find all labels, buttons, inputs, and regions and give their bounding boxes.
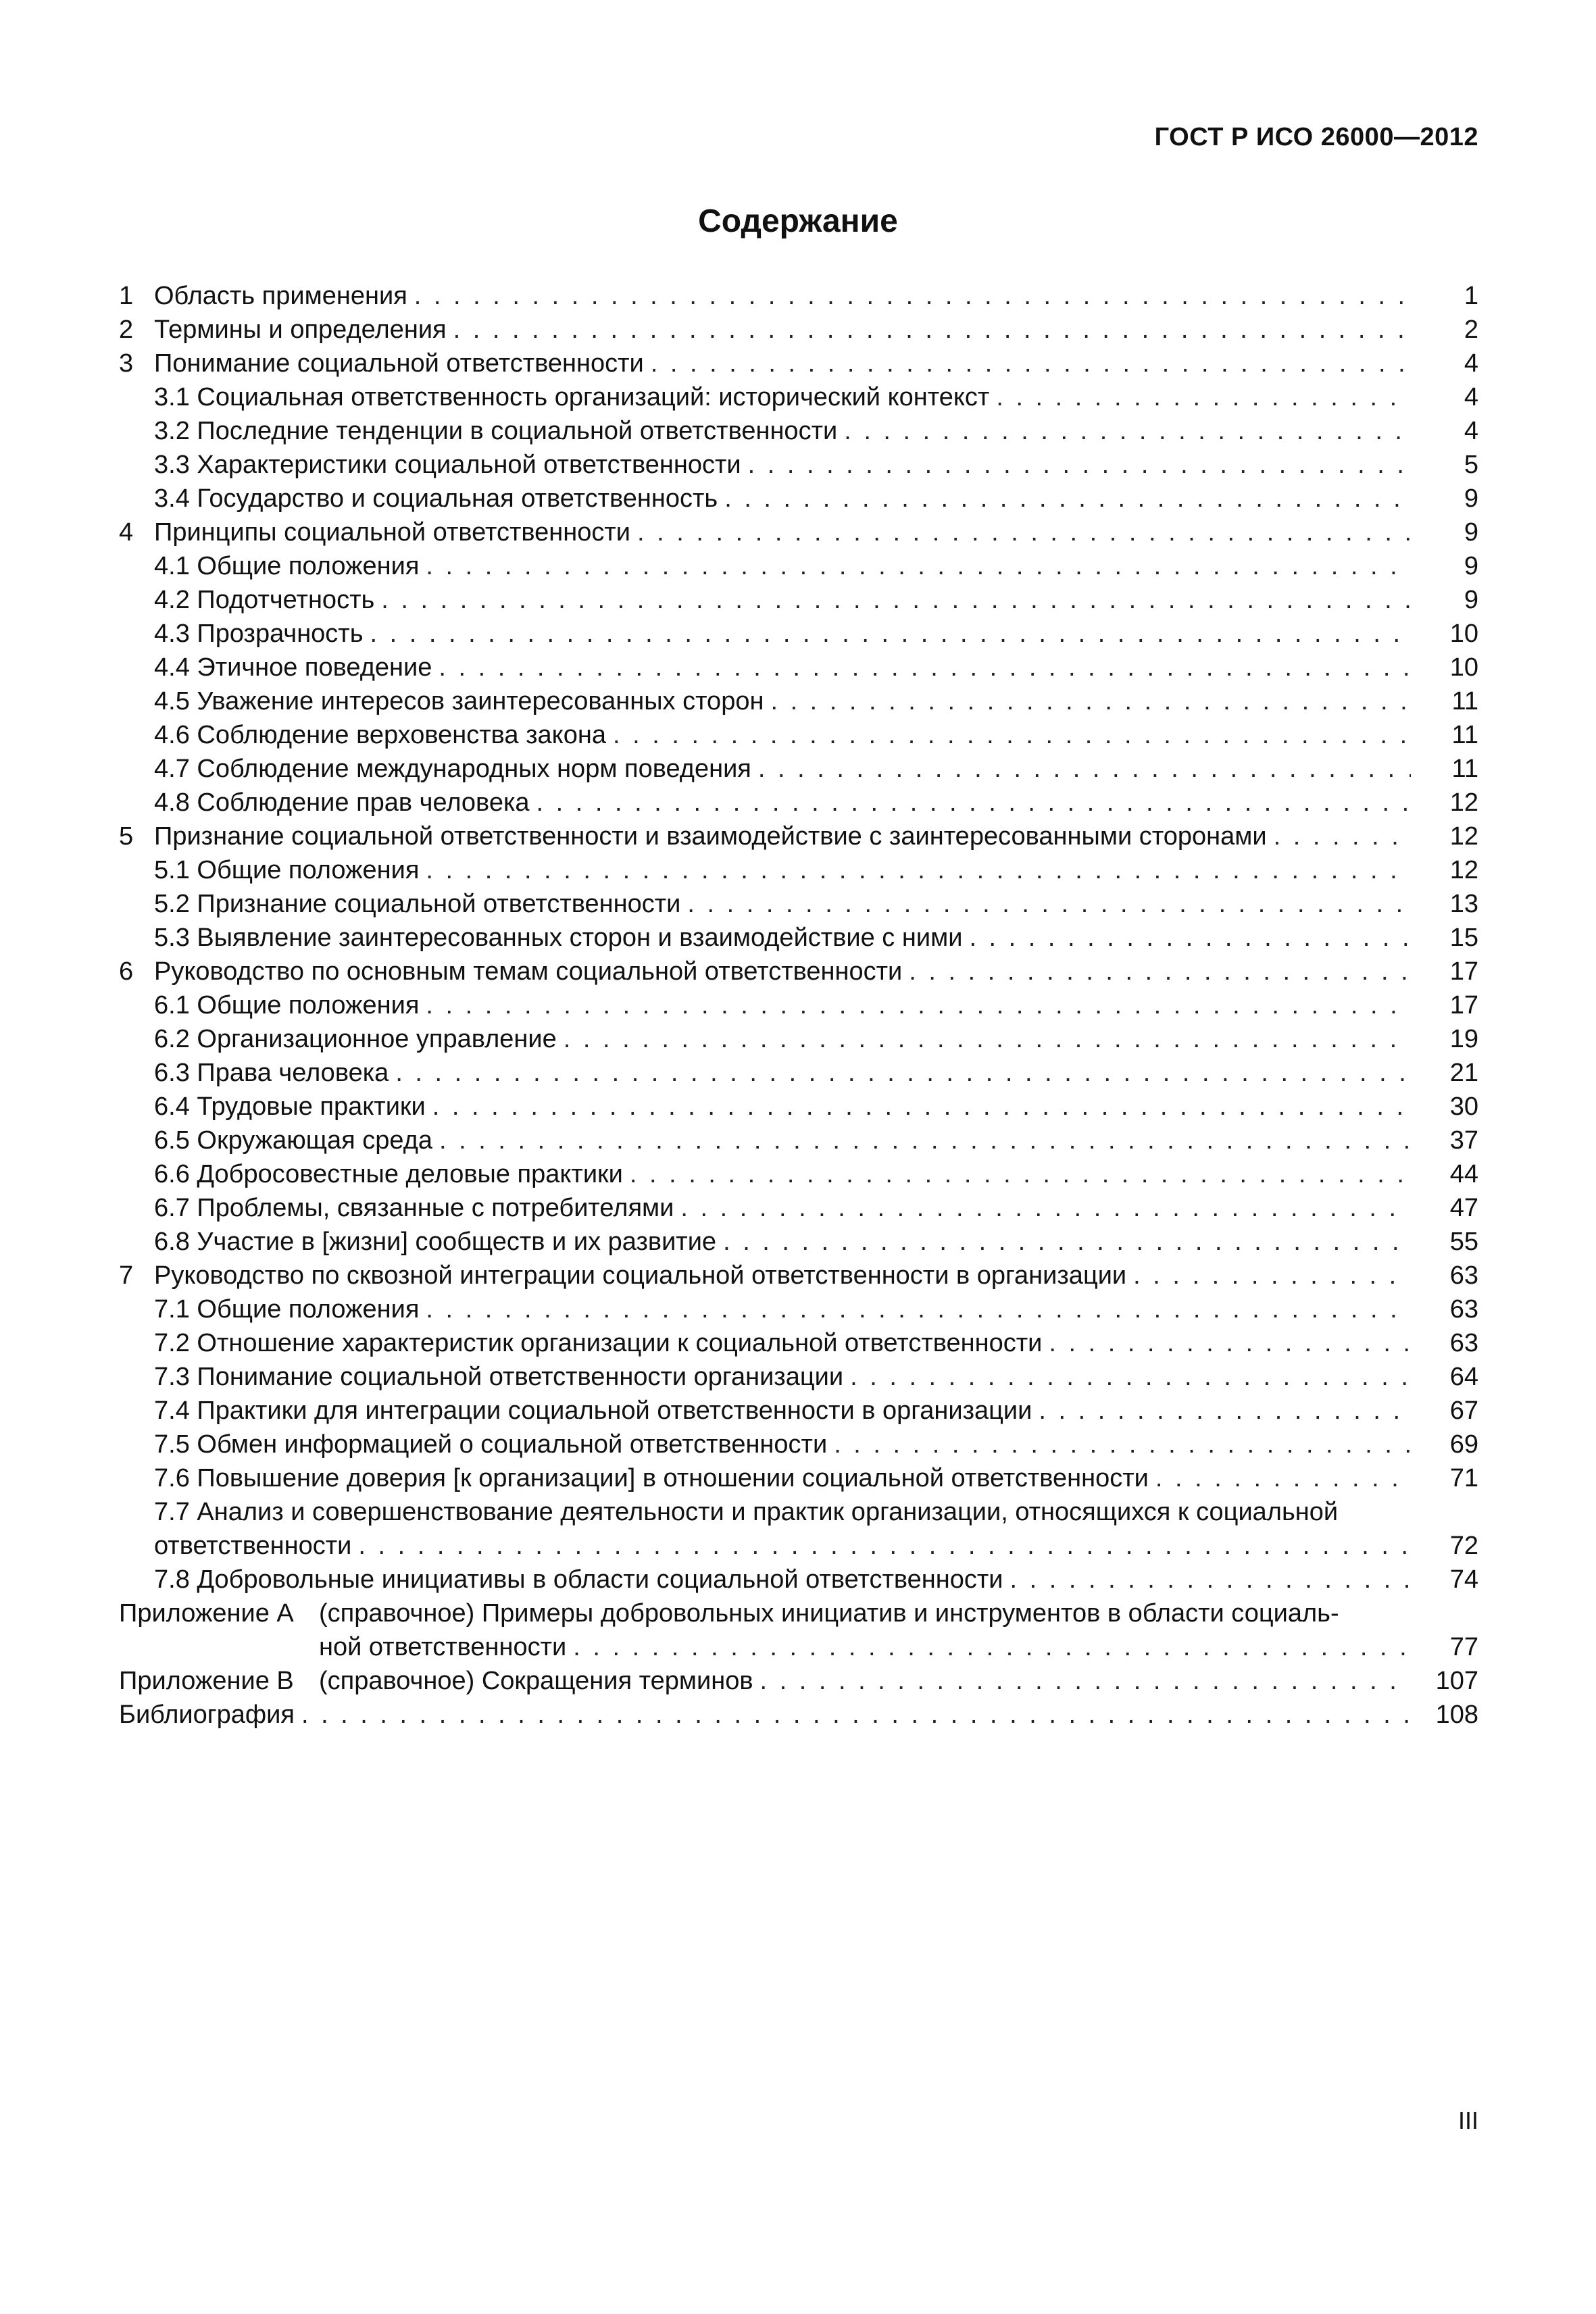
toc-leader-dots xyxy=(758,755,1411,784)
toc-entry-label: 4.5 Уважение интересов заинтересованных сторон xyxy=(154,687,764,715)
toc-entry-label: (справочное) Сокращения терминов xyxy=(319,1667,753,1695)
toc-entry-label: 3.2 Последние тенденции в социальной ответственности xyxy=(154,417,838,445)
toc-entry[interactable] xyxy=(119,784,1478,818)
toc-entry[interactable] xyxy=(119,716,1478,750)
toc-leader-dots xyxy=(687,890,1411,919)
toc-entry-label: 4.8 Соблюдение прав человека xyxy=(154,788,530,817)
toc-entry[interactable] xyxy=(119,1426,1478,1459)
toc-entry[interactable] xyxy=(119,953,1478,986)
toc-entry[interactable] xyxy=(119,682,1478,716)
toc-leader-dots xyxy=(680,1194,1411,1223)
toc-entry-page: 71 xyxy=(1449,1464,1478,1492)
toc-leader-dots xyxy=(1010,1565,1412,1594)
toc-entry[interactable] xyxy=(119,1257,1478,1290)
toc-entry[interactable] xyxy=(119,547,1478,581)
toc-leader-dots xyxy=(613,721,1411,750)
toc-entry-page: 9 xyxy=(1464,518,1478,547)
toc-entry-label: 7.3 Понимание социальной ответственности организации xyxy=(154,1363,844,1391)
toc-entry-page: 21 xyxy=(1449,1059,1478,1087)
toc-entry[interactable] xyxy=(119,1662,1478,1696)
toc-entry[interactable] xyxy=(119,1493,1478,1527)
toc-entry[interactable] xyxy=(119,919,1478,953)
toc-entry-page: 4 xyxy=(1464,349,1478,378)
toc-entry[interactable] xyxy=(119,885,1478,919)
toc-leader-dots xyxy=(1133,1261,1411,1290)
toc-leader-dots xyxy=(630,1160,1411,1189)
toc-entry[interactable] xyxy=(119,277,1478,311)
toc-entry[interactable] xyxy=(119,1324,1478,1358)
toc-entry-label: 4.1 Общие положения xyxy=(154,552,420,580)
toc-leader-dots xyxy=(573,1633,1411,1662)
toc-entry-page: 5 xyxy=(1464,451,1478,479)
toc-leader-dots xyxy=(1039,1397,1411,1426)
toc-entry-label: 7.7 Анализ и совершенствование деятельности и практик организации, относящихся к социальной xyxy=(154,1498,1339,1526)
toc-leader-dots xyxy=(844,417,1411,446)
toc-leader-dots xyxy=(537,788,1411,818)
toc-entry-label: 7.5 Обмен информацией о социальной ответственности xyxy=(154,1430,828,1459)
toc-entry-label: Руководство по основным темам социальной ответственности xyxy=(154,957,903,986)
toc-leader-dots xyxy=(969,924,1411,953)
toc-leader-dots xyxy=(426,856,1411,885)
toc-entry-number: 6 xyxy=(119,957,134,986)
toc-entry[interactable] xyxy=(119,1189,1478,1223)
toc-entry[interactable] xyxy=(119,1561,1478,1594)
toc-entry-label: Библиография xyxy=(119,1701,295,1729)
toc-leader-dots xyxy=(770,687,1411,716)
toc-entry-page: 2 xyxy=(1464,316,1478,344)
toc-leader-dots xyxy=(564,1025,1411,1054)
toc-entry-label: 4.7 Соблюдение международных норм поведения xyxy=(154,755,751,783)
toc-entry-number: 1 xyxy=(119,282,134,310)
toc-entry-page: 4 xyxy=(1464,383,1478,411)
toc-entry[interactable] xyxy=(119,581,1478,615)
toc-entry-label: 6.7 Проблемы, связанные с потребителями xyxy=(154,1194,674,1222)
toc-entry-label: 7.8 Добровольные инициативы в области социальной ответственности xyxy=(154,1565,1003,1594)
toc-entry-label: 4.4 Этичное поведение xyxy=(154,653,432,682)
toc-leader-dots xyxy=(395,1059,1411,1088)
toc-entry-label: 7.2 Отношение характеристик организации к социальной ответственности xyxy=(154,1329,1043,1357)
toc-entry-page: 17 xyxy=(1449,957,1478,986)
toc-leader-dots xyxy=(453,316,1411,345)
toc-leader-dots xyxy=(426,1295,1411,1324)
table-of-contents xyxy=(119,277,1478,1730)
toc-entry-label: 6.5 Окружающая среда xyxy=(154,1126,433,1155)
toc-leader-dots xyxy=(834,1430,1411,1459)
toc-entry-prefix: Приложение В xyxy=(119,1667,294,1695)
toc-leader-dots xyxy=(426,991,1411,1020)
page-number: III xyxy=(1457,2107,1478,2134)
toc-entry-label: 7.6 Повышение доверия [к организации] в отношении социальной ответственности xyxy=(154,1464,1149,1492)
toc-leader-dots xyxy=(1274,822,1411,851)
toc-entry[interactable] xyxy=(119,750,1478,784)
toc-entry-page: 108 xyxy=(1435,1701,1478,1729)
toc-entry-page: 74 xyxy=(1449,1565,1478,1594)
toc-entry-label: 4.3 Прозрачность xyxy=(154,620,364,648)
toc-entry[interactable] xyxy=(119,1122,1478,1155)
toc-leader-dots xyxy=(370,620,1411,649)
toc-entry-page: 47 xyxy=(1449,1194,1478,1222)
toc-leader-dots xyxy=(439,1126,1411,1155)
toc-entry-label: 3.1 Социальная ответственность организаций: исторический контекст xyxy=(154,383,990,411)
toc-entry-page: 55 xyxy=(1449,1228,1478,1256)
toc-entry-label: Понимание социальной ответственности xyxy=(154,349,644,378)
toc-entry-page: 30 xyxy=(1449,1092,1478,1121)
toc-entry-label: 6.1 Общие положения xyxy=(154,991,420,1020)
toc-entry[interactable] xyxy=(119,345,1478,378)
toc-entry[interactable] xyxy=(119,615,1478,649)
toc-entry-prefix: Приложение А xyxy=(119,1599,294,1628)
toc-entry-page: 10 xyxy=(1449,653,1478,682)
toc-entry[interactable] xyxy=(119,1223,1478,1257)
toc-entry-label: 6.4 Трудовые практики xyxy=(154,1092,426,1121)
toc-entry-page: 64 xyxy=(1449,1363,1478,1391)
toc-entry-label: 5.1 Общие положения xyxy=(154,856,420,884)
toc-entry-label: 3.4 Государство и социальная ответственность xyxy=(154,484,718,513)
toc-entry-label: 6.6 Добросовестные деловые практики xyxy=(154,1160,623,1188)
toc-entry-label: 5.2 Признание социальной ответственности xyxy=(154,890,681,918)
toc-leader-dots xyxy=(439,653,1411,682)
toc-entry-page: 67 xyxy=(1449,1397,1478,1425)
toc-entry[interactable] xyxy=(119,1358,1478,1392)
toc-leader-dots xyxy=(909,957,1411,986)
toc-leader-dots xyxy=(748,451,1411,480)
toc-entry[interactable] xyxy=(119,446,1478,480)
toc-entry[interactable] xyxy=(119,412,1478,446)
toc-leader-dots xyxy=(1155,1464,1411,1493)
toc-entry-page: 11 xyxy=(1451,687,1478,715)
toc-leader-dots xyxy=(358,1532,1411,1561)
toc-entry[interactable] xyxy=(119,1290,1478,1324)
toc-entry-label: 6.3 Права человека xyxy=(154,1059,389,1087)
toc-entry-page: 10 xyxy=(1449,620,1478,648)
document-id: ГОСТ Р ИСО 26000—2012 xyxy=(1154,123,1478,151)
toc-entry-label: Термины и определения xyxy=(154,316,447,344)
toc-entry-page: 12 xyxy=(1449,856,1478,884)
page-title: Содержание xyxy=(698,203,898,239)
toc-entry-label: 6.2 Организационное управление xyxy=(154,1025,557,1053)
toc-entry[interactable] xyxy=(119,986,1478,1020)
toc-entry[interactable] xyxy=(119,818,1478,851)
toc-entry[interactable] xyxy=(119,1696,1478,1730)
toc-leader-dots xyxy=(760,1667,1411,1696)
toc-entry[interactable] xyxy=(119,311,1478,345)
toc-entry[interactable] xyxy=(119,851,1478,885)
toc-leader-dots xyxy=(850,1363,1411,1392)
toc-entry-label: 6.8 Участие в [жизни] сообществ и их развитие xyxy=(154,1228,717,1256)
toc-entry-number: 5 xyxy=(119,822,134,851)
toc-entry-page: 1 xyxy=(1464,282,1478,310)
toc-entry-page: 63 xyxy=(1449,1261,1478,1290)
toc-leader-dots xyxy=(723,1228,1411,1257)
toc-entry-page: 69 xyxy=(1449,1430,1478,1459)
toc-leader-dots xyxy=(724,484,1411,513)
toc-entry-label: Принципы социальной ответственности xyxy=(154,518,631,547)
toc-entry-page: 12 xyxy=(1449,822,1478,851)
toc-entry-page: 9 xyxy=(1464,552,1478,580)
toc-entry-page: 11 xyxy=(1451,721,1478,749)
toc-entry[interactable] xyxy=(119,1594,1478,1628)
toc-entry-page: 9 xyxy=(1464,484,1478,513)
toc-entry-label: 3.3 Характеристики социальной ответственности xyxy=(154,451,741,479)
toc-entry-page: 12 xyxy=(1449,788,1478,817)
toc-leader-dots xyxy=(651,349,1411,378)
toc-entry-page: 107 xyxy=(1435,1667,1478,1695)
toc-entry-label: 7.4 Практики для интеграции социальной ответственности в организации xyxy=(154,1397,1032,1425)
toc-entry[interactable] xyxy=(119,378,1478,412)
toc-entry-number: 4 xyxy=(119,518,134,547)
toc-entry-page: 11 xyxy=(1451,755,1478,783)
toc-entry-page: 37 xyxy=(1449,1126,1478,1155)
toc-entry[interactable] xyxy=(119,1392,1478,1426)
toc-entry-page: 4 xyxy=(1464,417,1478,445)
toc-entry-number: 3 xyxy=(119,349,134,378)
toc-entry-label-continued: ной ответственности xyxy=(319,1633,567,1661)
toc-entry-page: 72 xyxy=(1449,1532,1478,1560)
toc-entry[interactable] xyxy=(119,1155,1478,1189)
toc-entry[interactable] xyxy=(119,480,1478,513)
toc-entry-label: (справочное) Примеры добровольных инициатив и инструментов в области социаль- xyxy=(319,1599,1339,1628)
toc-entry[interactable] xyxy=(119,1088,1478,1122)
toc-leader-dots xyxy=(996,383,1411,412)
toc-entry-number: 7 xyxy=(119,1261,134,1290)
toc-entry-continuation[interactable] xyxy=(119,1527,1478,1561)
toc-entry-label: Область применения xyxy=(154,282,407,310)
toc-entry-label: 4.6 Соблюдение верховенства закона xyxy=(154,721,606,749)
toc-leader-dots xyxy=(301,1701,1411,1730)
toc-entry-label: 5.3 Выявление заинтересованных сторон и взаимодействие с ними xyxy=(154,924,963,952)
toc-entry-number: 2 xyxy=(119,316,134,344)
toc-entry-page: 13 xyxy=(1449,890,1478,918)
toc-entry-page: 9 xyxy=(1464,586,1478,614)
toc-entry-label-continued: ответственности xyxy=(154,1532,352,1560)
toc-entry-page: 19 xyxy=(1449,1025,1478,1053)
toc-entry-page: 63 xyxy=(1449,1329,1478,1357)
toc-entry[interactable] xyxy=(119,649,1478,682)
toc-entry-label: 7.1 Общие положения xyxy=(154,1295,420,1324)
toc-leader-dots xyxy=(1049,1329,1411,1358)
toc-entry-page: 15 xyxy=(1449,924,1478,952)
toc-leader-dots xyxy=(432,1092,1411,1122)
toc-leader-dots xyxy=(637,518,1411,547)
toc-leader-dots xyxy=(414,282,1411,311)
toc-leader-dots xyxy=(426,552,1411,581)
toc-entry[interactable] xyxy=(119,1459,1478,1493)
toc-leader-dots xyxy=(381,586,1411,615)
toc-entry[interactable] xyxy=(119,1054,1478,1088)
toc-entry-page: 63 xyxy=(1449,1295,1478,1324)
toc-entry-label: Руководство по сквозной интеграции социальной ответственности в организации xyxy=(154,1261,1127,1290)
toc-entry-label: 4.2 Подотчетность xyxy=(154,586,375,614)
toc-entry-page: 44 xyxy=(1449,1160,1478,1188)
toc-entry-page: 17 xyxy=(1449,991,1478,1020)
toc-entry-label: Признание социальной ответственности и взаимодействие с заинтересованными сторонами xyxy=(154,822,1267,851)
toc-entry-page: 77 xyxy=(1449,1633,1478,1661)
toc-entry[interactable] xyxy=(119,513,1478,547)
toc-entry-continuation[interactable] xyxy=(119,1628,1478,1662)
toc-entry[interactable] xyxy=(119,1020,1478,1054)
